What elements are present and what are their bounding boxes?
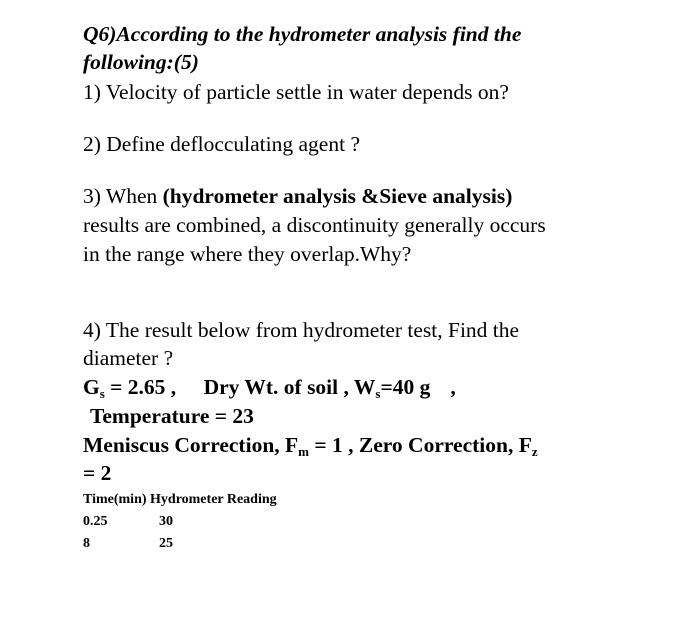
dry-weight-label: Dry Wt. of soil , (203, 375, 349, 399)
gs-value: = 2.65 , (110, 375, 177, 399)
ws-comma: , (450, 375, 456, 399)
gs-symbol: G (83, 375, 100, 399)
table-cell-time: 0.25 (83, 514, 108, 529)
question-item-4-line-2: diameter ? (83, 346, 174, 370)
question-title-line-1: Q6)According to the hydrometer analysis find the (83, 22, 522, 46)
question-title-line-2: following:(5) (83, 50, 199, 74)
question-item-3-prefix: 3) When (83, 184, 163, 208)
ws-subscript: s (375, 386, 381, 401)
meniscus-subscript: m (298, 444, 310, 459)
table-row (83, 514, 173, 529)
given-gs-dry-weight (83, 377, 456, 400)
table-cell-reading: 25 (159, 536, 173, 551)
question-item-2: 2) Define deflocculating agent ? (83, 132, 360, 156)
question-item-1: 1) Velocity of particle settle in water depends on? (83, 80, 509, 104)
question-item-3-line-1 (83, 186, 512, 208)
gs-subscript: s (99, 386, 105, 401)
given-temperature: Temperature = 23 (90, 404, 254, 428)
question-item-3-line-3: in the range where they overlap.Why? (83, 242, 412, 266)
table-cell-time: 8 (83, 536, 90, 551)
ws-value: =40 g (380, 375, 431, 399)
ws-symbol: W (353, 375, 376, 399)
meniscus-value: = 1 , Zero Correction, F (309, 433, 532, 457)
given-zero-correction-value: = 2 (83, 461, 112, 485)
question-item-4-line-1: 4) The result below from hydrometer test, Find the (83, 318, 520, 342)
table-row (83, 536, 173, 551)
zero-subscript: z (531, 444, 538, 459)
question-item-3-line-2: results are combined, a discontinuity generally occurs (83, 213, 546, 237)
table-header: Time(min) Hydrometer Reading (83, 492, 277, 507)
given-corrections (83, 435, 538, 458)
table-cell-reading: 30 (159, 514, 173, 529)
question-item-3-bold: (hydrometer analysis &Sieve analysis) (162, 184, 513, 208)
meniscus-label: Meniscus Correction, F (83, 433, 299, 457)
